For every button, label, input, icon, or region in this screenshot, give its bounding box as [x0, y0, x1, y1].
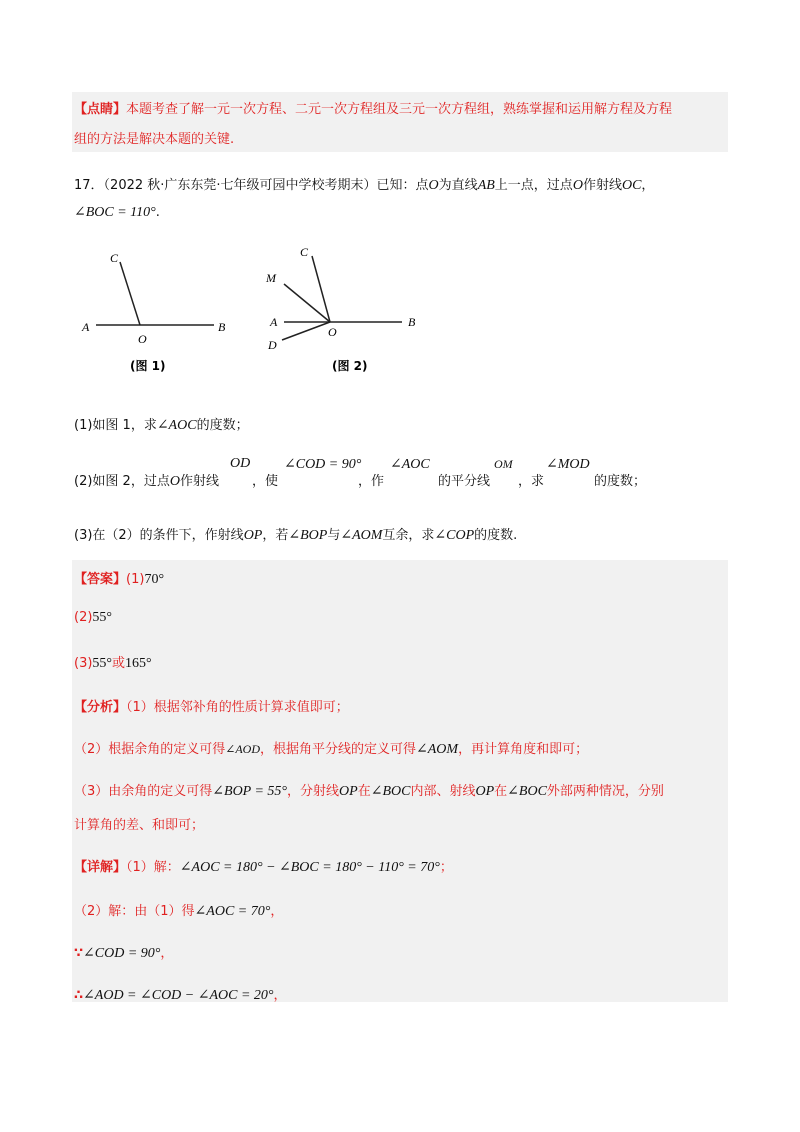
- question-text: ，使: [252, 474, 279, 489]
- figure-2: [262, 240, 432, 380]
- detail-1: [74, 856, 453, 876]
- ray-op: OP: [475, 784, 495, 799]
- answer-label-1: (1): [126, 572, 145, 587]
- question-text: 与: [327, 528, 341, 543]
- analysis-text: ，再计算角度和即可；: [458, 742, 589, 757]
- ray-om: [284, 284, 330, 322]
- angle-bop: ∠BOP = 55°: [212, 784, 288, 799]
- angle-aom: ∠AOM: [340, 528, 383, 543]
- label-a: A: [270, 315, 278, 329]
- answer-value-3a: 55°: [92, 656, 113, 671]
- problem-line-1: [74, 174, 654, 194]
- question-text: ，求: [518, 474, 545, 489]
- answer-3: [74, 652, 152, 672]
- question-text: (2)如图 2，过点: [74, 474, 170, 489]
- analysis-text: （2）根据余角的定义可得: [74, 742, 226, 757]
- point-o: O: [428, 178, 439, 193]
- ray-op: OP: [339, 784, 358, 799]
- therefore-symbol: ∴: [74, 988, 84, 1003]
- detail-equation: ∠AOC = 180° − ∠BOC = 180° − 110° = 70°: [179, 860, 440, 875]
- ray-om: OM: [494, 457, 513, 471]
- analysis-text: ，分射线: [287, 784, 340, 799]
- angle-boc: ∠BOC: [370, 784, 411, 799]
- angle-boc: ∠BOC = 110°: [74, 205, 156, 220]
- label-b: B: [218, 320, 226, 334]
- label-m: M: [266, 271, 276, 285]
- analysis-text: 在: [357, 784, 371, 799]
- problem-text: 已知：点: [376, 178, 429, 193]
- ray-od: OD: [230, 456, 251, 471]
- comment-line-1: [74, 98, 672, 117]
- analysis-text: （1）根据邻补角的性质计算求值即可；: [126, 700, 349, 715]
- answer-label-3: (3): [74, 656, 93, 671]
- angle-aom: ∠AOM: [416, 742, 459, 757]
- detail-punct: ，: [270, 904, 284, 919]
- point-o: O: [169, 474, 180, 489]
- angle-aod: ∠AOD: [225, 742, 260, 756]
- ray-oc: OC: [621, 178, 642, 193]
- question-text: 的平分线: [438, 474, 491, 489]
- problem-line-2: [74, 204, 160, 221]
- answer-value-1: 70°: [144, 572, 165, 587]
- angle-cop: ∠COP: [434, 528, 475, 543]
- question-text: 的度数；: [196, 418, 249, 433]
- ray-oc: [120, 262, 140, 325]
- problem-source: （2022 秋·广东东莞·七年级可园中学校考期末）: [103, 178, 377, 193]
- label-o: O: [138, 332, 147, 346]
- question-text: 的度数；: [594, 474, 647, 489]
- question-text: (1)如图 1，求: [74, 418, 157, 433]
- answer-value-3b: 165°: [125, 656, 152, 671]
- angle-boc: ∠BOC: [507, 784, 547, 799]
- question-text: 的度数.: [474, 528, 518, 543]
- caption-fig-2: (图 2): [332, 359, 368, 373]
- analysis-3-cont: 计算角的差、和即可；: [74, 818, 205, 833]
- answer-1: [74, 568, 164, 588]
- detail-punct: ；: [439, 860, 453, 875]
- detail-2: [74, 900, 283, 920]
- label-b: B: [408, 315, 416, 329]
- question-text: 互余，求: [382, 528, 435, 543]
- analysis-1: [74, 696, 349, 715]
- detail-punct: ，: [273, 988, 287, 1003]
- ray-op: OP: [243, 528, 263, 543]
- analysis-text: 内部、射线: [410, 784, 476, 799]
- problem-text: 作射线: [582, 178, 622, 193]
- analysis-2: [74, 738, 588, 758]
- problem-text: ，: [641, 178, 655, 193]
- question-text: (3)在（2）的条件下，作射线: [74, 528, 244, 543]
- problem-text: 为直线: [438, 178, 478, 193]
- answer-label-2: (2): [74, 610, 93, 625]
- detail-text: （2）解：由（1）得: [74, 904, 195, 919]
- question-2: [74, 470, 219, 490]
- detail-equation: ∠COD = 90°: [83, 946, 161, 961]
- problem-period: .: [155, 205, 160, 220]
- analysis-text: 外部两种情况，分别: [546, 784, 664, 799]
- question-text: ，作: [358, 474, 385, 489]
- question-text: ，若: [262, 528, 289, 543]
- detail-punct: ，: [160, 946, 174, 961]
- label-c: C: [110, 251, 119, 265]
- point-o: O: [572, 178, 583, 193]
- answer-value-2: 55°: [92, 610, 113, 625]
- caption-fig-1: (图 1): [130, 359, 166, 373]
- angle-mod: ∠MOD: [546, 457, 590, 472]
- label-o: O: [328, 325, 337, 339]
- angle-cod: ∠COD = 90°: [284, 457, 362, 472]
- label-d: D: [268, 338, 277, 352]
- answer-tag: 【答案】: [74, 572, 127, 587]
- detail-equation: ∠AOC = 70°: [194, 904, 271, 919]
- question-text: 作射线: [179, 474, 219, 489]
- angle-aoc: ∠AOC: [390, 457, 430, 472]
- ray-od: [282, 322, 330, 340]
- comment-tag: 【点睛】: [74, 102, 127, 117]
- comment-text-1: 本题考查了解一元一次方程、二元一次方程组及三元一次方程组，熟练掌握和运用解方程及方程: [126, 102, 673, 117]
- line-ab: AB: [477, 178, 495, 193]
- detail-3: [74, 942, 173, 962]
- analysis-text: ，根据角平分线的定义可得: [260, 742, 417, 757]
- figure-1: [78, 240, 248, 380]
- detail-tag: 【详解】: [74, 860, 127, 875]
- question-1: [74, 414, 249, 434]
- analysis-3: [74, 780, 664, 800]
- answer-2: [74, 610, 112, 626]
- analysis-text: 在: [494, 784, 508, 799]
- label-a: A: [82, 320, 90, 334]
- question-3: [74, 524, 517, 544]
- angle-bop: ∠BOP: [288, 528, 328, 543]
- angle-aoc: ∠AOC: [156, 418, 197, 433]
- label-c: C: [300, 245, 309, 259]
- analysis-text: （3）由余角的定义可得: [74, 784, 213, 799]
- answer-or: 或: [112, 656, 126, 671]
- problem-number: 17．: [74, 178, 104, 193]
- detail-equation: ∠AOD = ∠COD − ∠AOC = 20°: [83, 988, 274, 1003]
- problem-text: 上一点，过点: [494, 178, 573, 193]
- ray-oc: [312, 256, 330, 322]
- comment-line-2: 组的方法是解决本题的关键.: [74, 132, 235, 147]
- because-symbol: ∵: [74, 946, 84, 961]
- detail-text: （1）解：: [126, 860, 180, 875]
- analysis-tag: 【分析】: [74, 700, 127, 715]
- detail-4: [74, 984, 287, 1004]
